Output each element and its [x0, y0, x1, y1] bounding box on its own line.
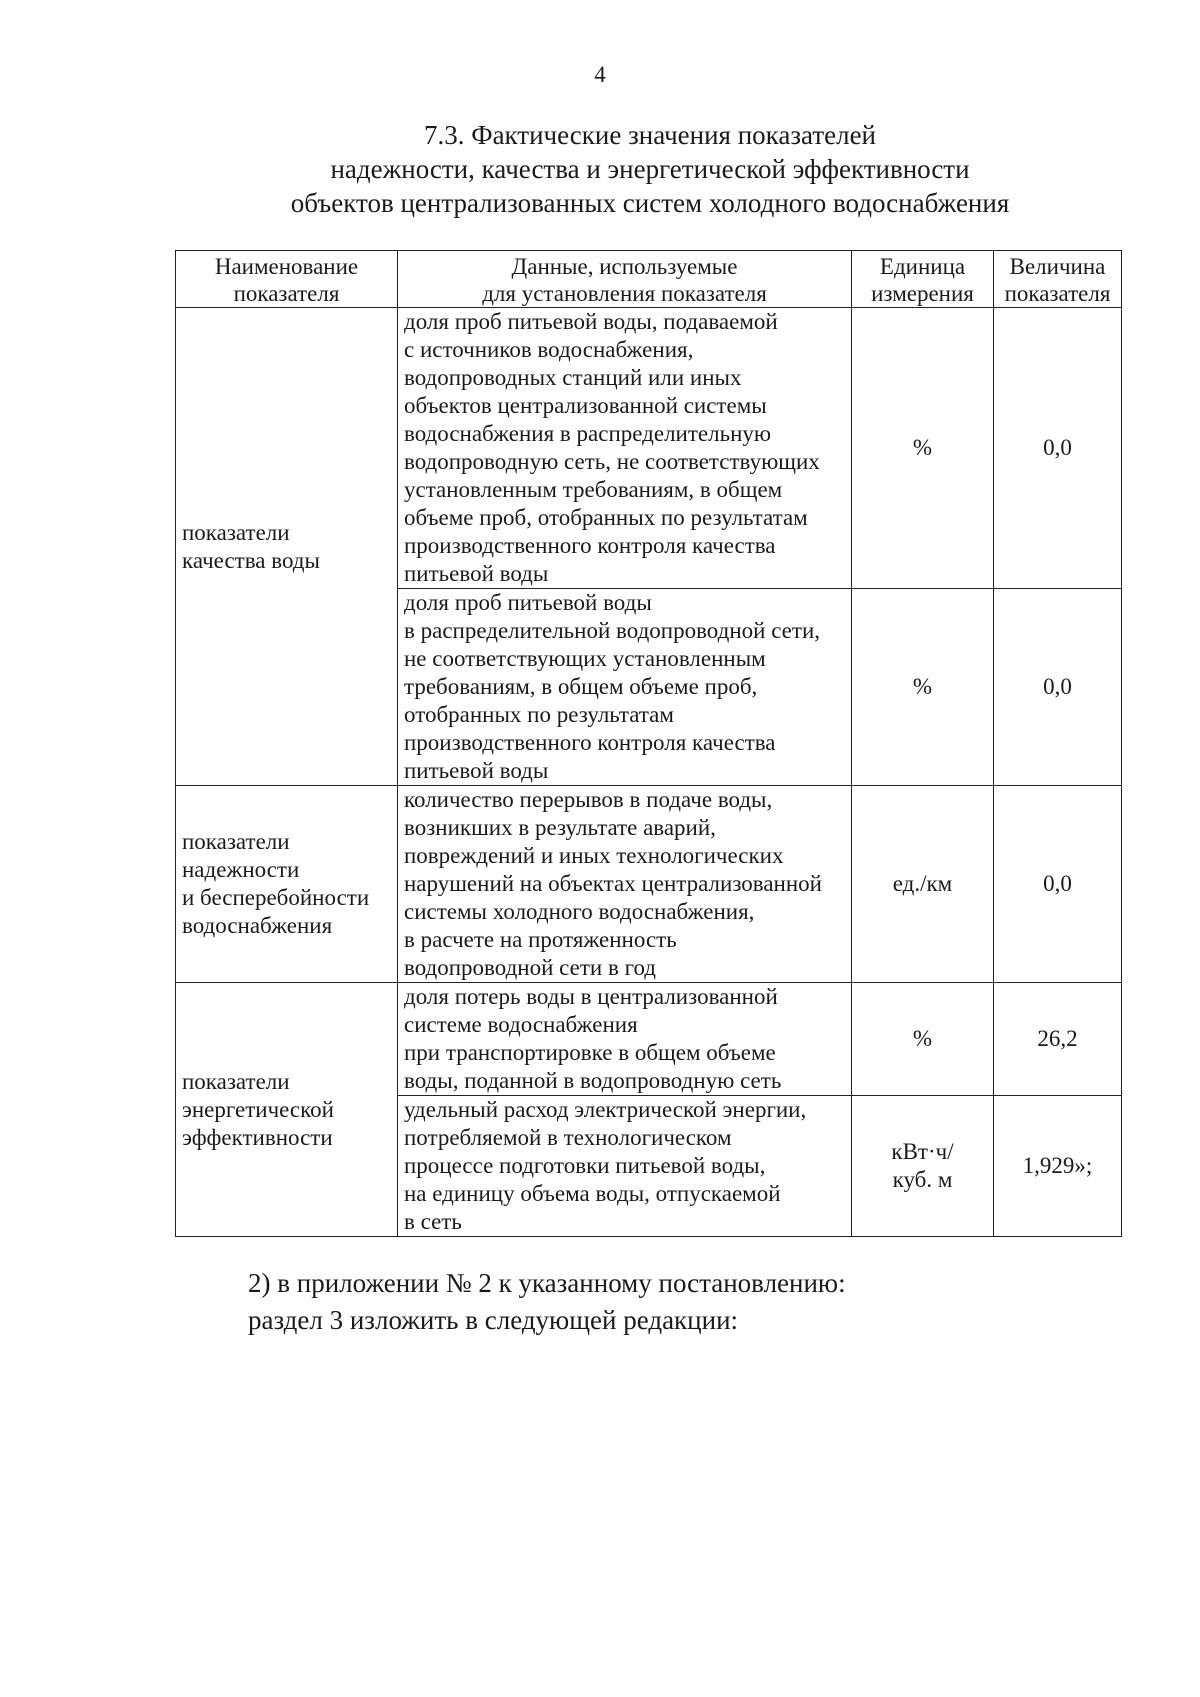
description-line: доля проб питьевой воды [404, 590, 652, 615]
title-line: объектов централизованных систем холодного водоснабжения [290, 188, 1010, 218]
unit-line: куб. м [892, 1167, 953, 1192]
description-line: системы холодного водоснабжения, [404, 899, 755, 924]
description-line: удельный расход электрической энергии, [404, 1097, 807, 1122]
description-line: установленным требованиям, в общем [404, 477, 783, 502]
indicator-name-cell [176, 983, 398, 1237]
description-line: объеме проб, отобранных по результатам [404, 505, 808, 530]
description-line: потребляемой в технологическом [404, 1125, 732, 1150]
table-row [176, 983, 1122, 1096]
description-line: количество перерывов в подаче воды, [404, 787, 773, 812]
value-cell: 0,0 [994, 786, 1122, 983]
indicator-name-line: надежности [182, 857, 300, 882]
table-row [176, 308, 1122, 589]
description-line: водоснабжения в распределительную [404, 421, 772, 446]
indicator-name-line: водоснабжения [182, 913, 333, 938]
indicator-name-cell [176, 786, 398, 983]
unit-line: ед./км [892, 871, 953, 896]
indicator-description-cell [398, 983, 852, 1096]
description-line: отобранных по результатам [404, 702, 674, 727]
indicator-name-line: и бесперебойности [182, 885, 370, 910]
description-line: процессе подготовки питьевой воды, [404, 1153, 766, 1178]
header-name: Наименование показателя [176, 251, 398, 308]
description-line: нарушений на объектах централизованной [404, 871, 822, 896]
table-row [176, 786, 1122, 983]
indicator-name-line: эффективности [182, 1124, 333, 1150]
indicator-description-cell [398, 589, 852, 786]
indicator-name-line: показатели [182, 519, 290, 545]
table-body [176, 308, 1122, 1237]
header-data: Данные, используемые для установления показателя [398, 251, 852, 308]
description-line: питьевой воды [404, 758, 549, 783]
indicator-description-cell [398, 1096, 852, 1237]
value-cell: 26,2 [994, 983, 1122, 1096]
closing-paragraph [248, 1265, 846, 1339]
document-title [0, 118, 1200, 220]
description-line: доля потерь воды в централизованной [404, 984, 778, 1009]
description-line: на единицу объема воды, отпускаемой [404, 1181, 781, 1206]
description-line: не соответствующих установленным [404, 646, 766, 671]
description-line: производственного контроля качества [404, 533, 776, 558]
unit-cell [852, 786, 994, 983]
description-line: системе водоснабжения [404, 1012, 638, 1037]
page-number: 4 [594, 62, 606, 87]
indicator-name-line: показатели [182, 829, 290, 854]
unit-line: кВт·ч/ [891, 1139, 954, 1164]
description-line: водопроводную сеть, не соответствующих [404, 449, 820, 474]
unit-line: % [912, 435, 933, 460]
indicators-table [175, 250, 1122, 1237]
value-cell: 0,0 [994, 589, 1122, 786]
indicator-name-line: качества воды [182, 547, 320, 573]
description-line: требованиям, в общем объеме проб, [404, 674, 758, 699]
description-line: с источников водоснабжения, [404, 337, 694, 362]
description-line: водопроводных станций или иных [404, 365, 742, 390]
indicator-description-cell [398, 308, 852, 589]
header-unit: Единица измерения [852, 251, 994, 308]
description-line: возникших в результате аварий, [404, 815, 716, 840]
title-line: надежности, качества и энергетической эффективности [330, 154, 970, 184]
description-line: при транспортировке в общем объеме [404, 1040, 776, 1065]
description-line: объектов централизованной системы [404, 393, 767, 418]
indicator-name-line: показатели [182, 1068, 290, 1094]
description-line: в расчете на протяженность [404, 927, 677, 952]
description-line: производственного контроля качества [404, 730, 776, 755]
value-cell: 0,0 [994, 308, 1122, 589]
header-value: Величина показателя [994, 251, 1122, 308]
unit-cell [852, 1096, 994, 1237]
unit-line: % [912, 1026, 933, 1051]
description-line: доля проб питьевой воды, подаваемой [404, 309, 778, 334]
unit-cell [852, 308, 994, 589]
unit-cell [852, 589, 994, 786]
closing-line: 2) в приложении № 2 к указанному постановлению: [248, 1268, 846, 1298]
value-cell: 1,929»; [994, 1096, 1122, 1237]
description-line: в распределительной водопроводной сети, [404, 618, 820, 643]
closing-line: раздел 3 изложить в следующей редакции: [248, 1305, 739, 1335]
indicator-description-cell [398, 786, 852, 983]
indicator-name-line: энергетической [182, 1096, 334, 1122]
title-line: 7.3. Фактические значения показателей [423, 120, 877, 150]
unit-line: % [912, 674, 933, 699]
description-line: в сеть [404, 1209, 462, 1234]
indicator-name-cell [176, 308, 398, 786]
table-header-row [176, 251, 1122, 308]
description-line: воды, поданной в водопроводную сеть [404, 1068, 782, 1093]
description-line: питьевой воды [404, 561, 549, 586]
description-line: водопроводной сети в год [404, 955, 656, 980]
description-line: повреждений и иных технологических [404, 843, 784, 868]
unit-cell [852, 983, 994, 1096]
